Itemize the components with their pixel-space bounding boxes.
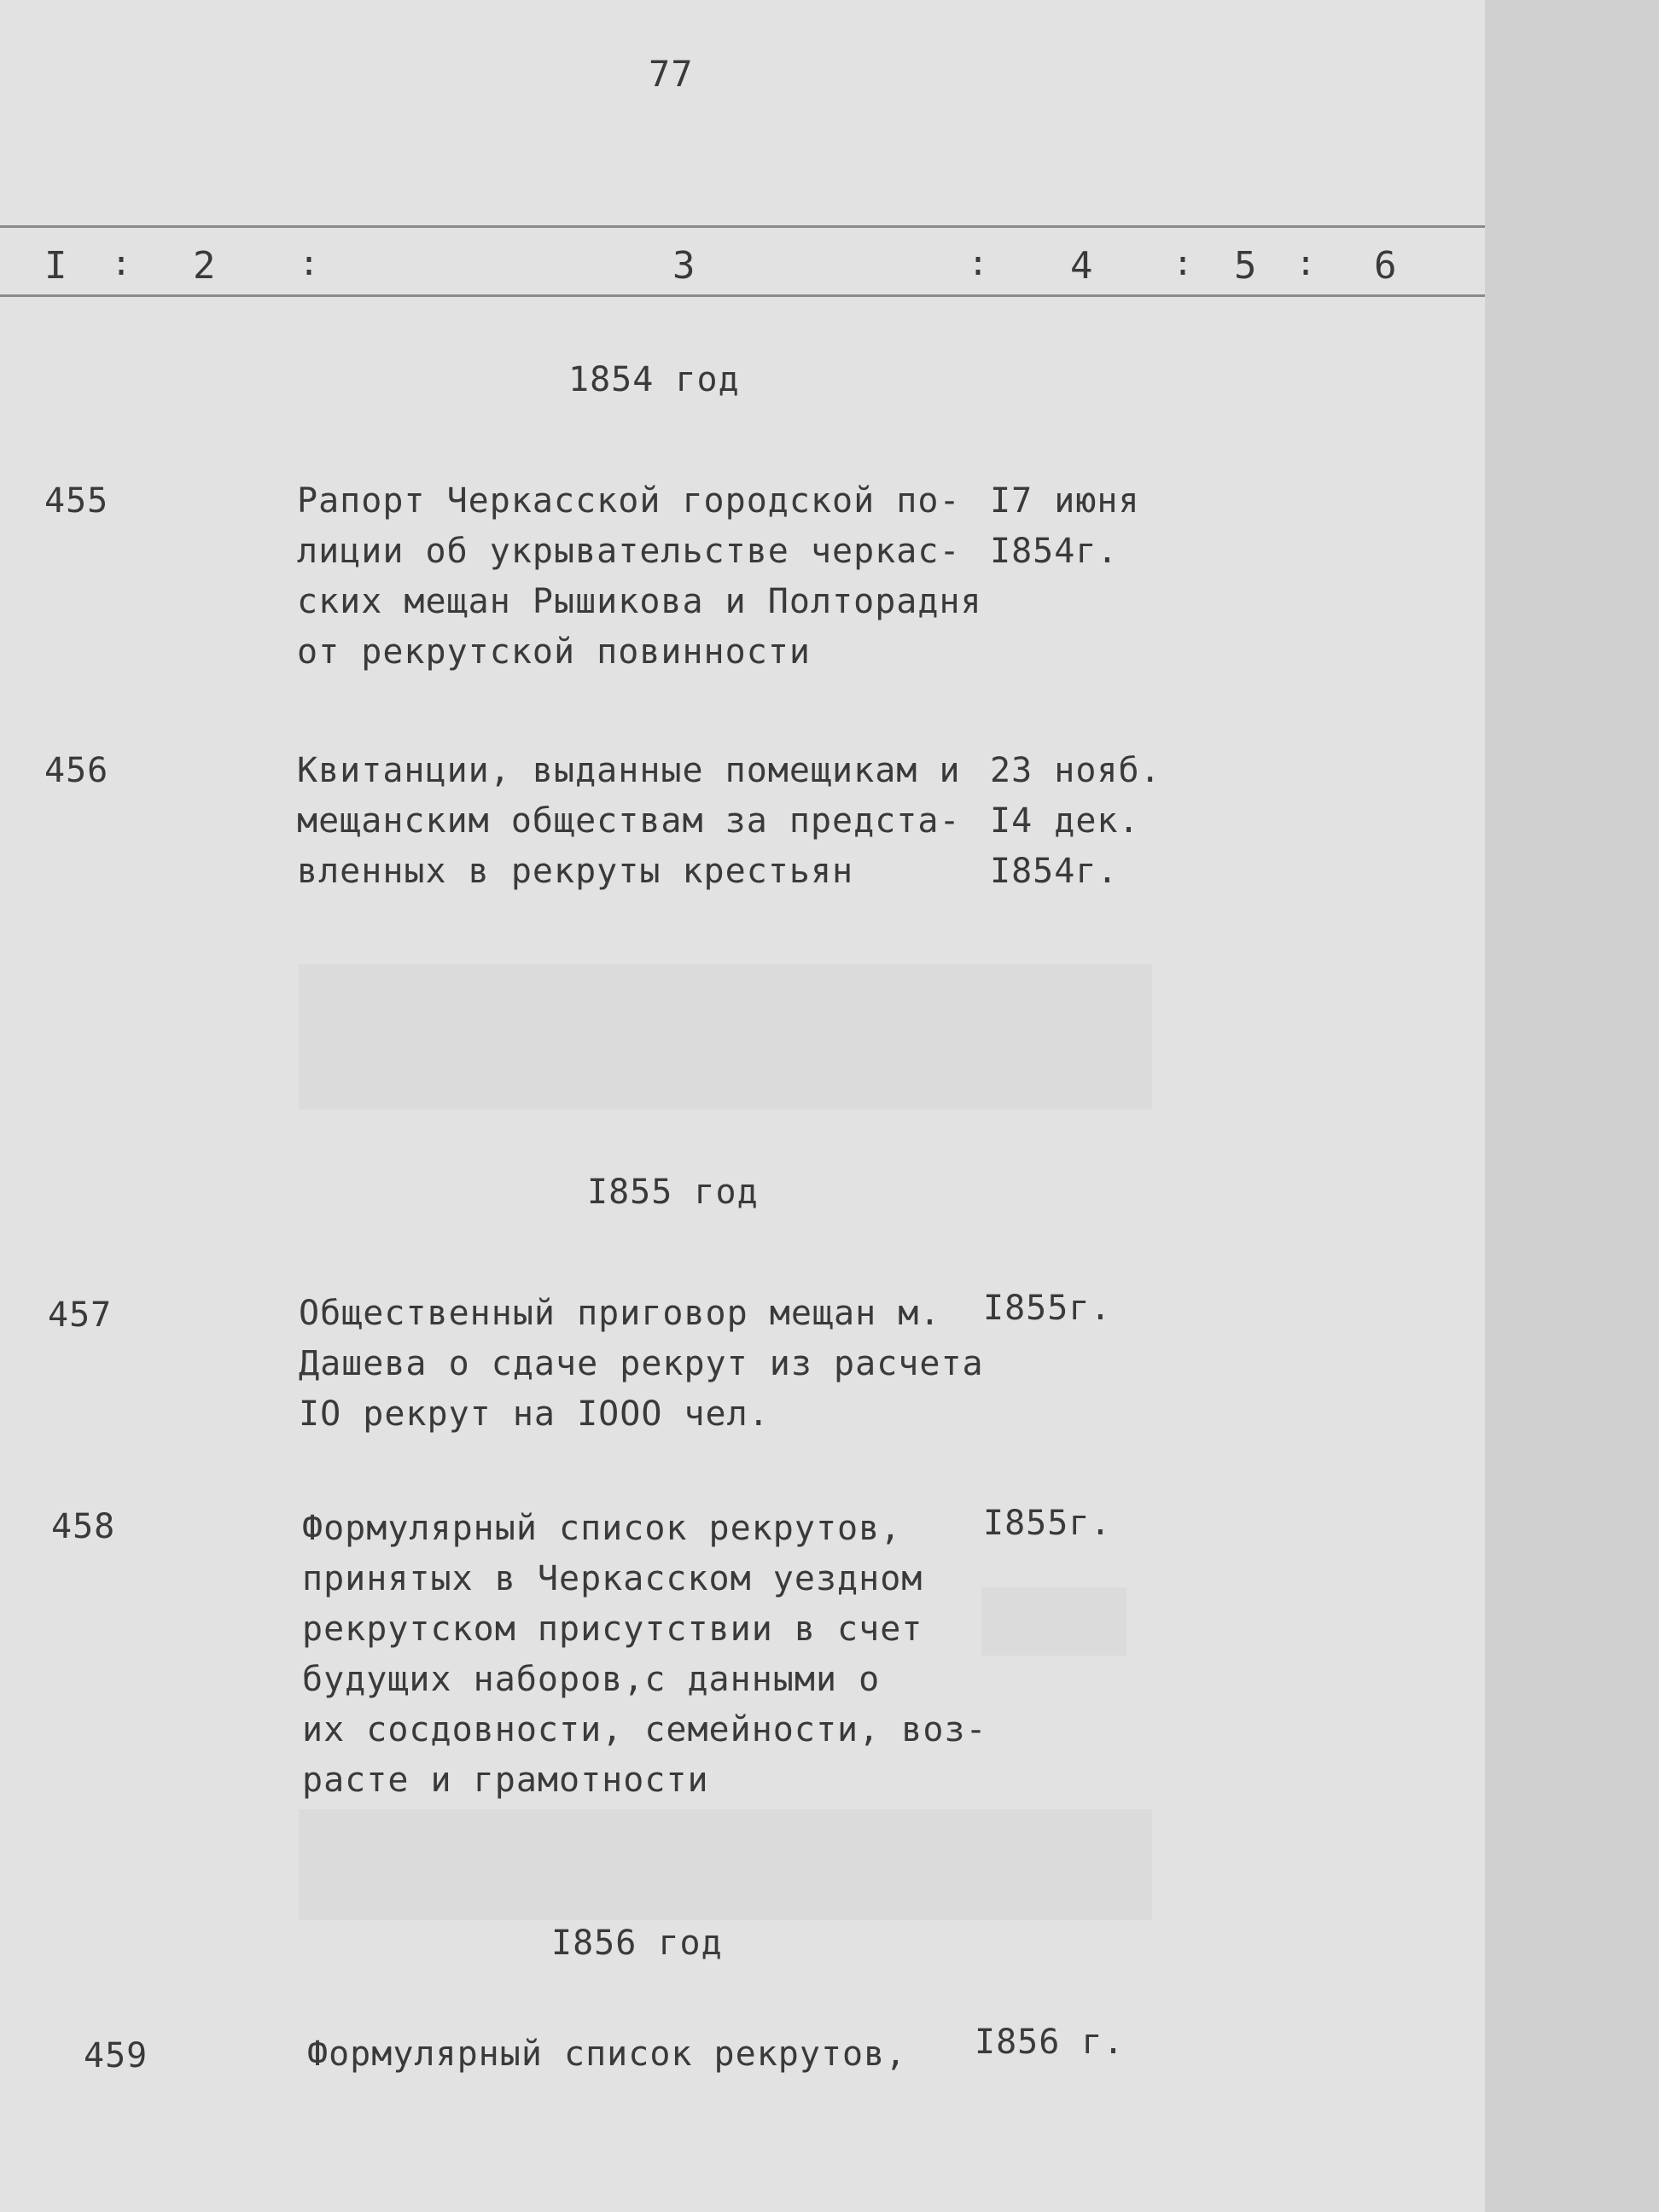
description-line: Формулярный список рекрутов, <box>302 1509 902 1548</box>
description-line: Общественный приговор мещан м. <box>299 1294 941 1333</box>
column-number-3: 3 <box>672 244 696 288</box>
entry-date <box>983 1499 1112 1549</box>
column-separator: : <box>1173 244 1195 283</box>
entry-date <box>975 2017 1125 2068</box>
column-separator: : <box>1295 244 1318 283</box>
year-heading: I856 год <box>551 1924 723 1963</box>
date-line: I4 дек. <box>990 801 1140 841</box>
bleed-through-mark <box>981 1587 1126 1656</box>
column-number-2: 2 <box>193 244 217 288</box>
column-separator: : <box>299 244 321 283</box>
entry-number: 456 <box>44 751 109 790</box>
column-separator: : <box>968 244 990 283</box>
description-line: мещанским обществам за предста- <box>297 801 961 841</box>
date-line: I856 г. <box>975 2023 1125 2062</box>
column-number-4: 4 <box>1070 244 1094 288</box>
column-number-6: 6 <box>1374 244 1398 288</box>
year-heading: I855 год <box>587 1173 759 1212</box>
table-header-bottom-rule <box>0 294 1485 297</box>
bleed-through-mark <box>299 964 1152 1109</box>
date-line: I7 июня <box>990 481 1140 521</box>
description-line: принятых в Черкасском уездном <box>302 1559 923 1598</box>
entry-description <box>307 2029 906 2080</box>
description-line: ских мещан Рышикова и Полторадня <box>297 582 982 621</box>
entry-date <box>983 1284 1112 1334</box>
date-line: I854г. <box>990 852 1119 891</box>
entry-description <box>299 1289 984 1440</box>
date-line: I855г. <box>983 1504 1112 1543</box>
description-line: расте и грамотности <box>302 1761 709 1800</box>
description-line: лиции об укрывательстве черкас- <box>297 532 961 571</box>
entry-number: 459 <box>84 2036 148 2075</box>
entry-description <box>302 1504 987 1806</box>
table-header-top-rule <box>0 225 1485 228</box>
page-number: 77 <box>649 53 694 95</box>
description-line: Рапорт Черкасской городской по- <box>297 481 961 521</box>
description-line: их сосдовности, семейности, воз- <box>302 1710 987 1749</box>
description-line: Формулярный список рекрутов, <box>307 2034 907 2074</box>
bleed-through-mark <box>299 1809 1152 1920</box>
entry-description <box>297 746 961 897</box>
description-line: Квитанции, выданные помещикам и <box>297 751 961 790</box>
scan-background-edge <box>1485 0 1659 2212</box>
column-number-5: 5 <box>1234 244 1258 288</box>
description-line: Дашева о сдаче рекрут из расчета <box>299 1344 984 1383</box>
date-line: 23 нояб. <box>990 751 1161 790</box>
description-line: будущих наборов,с данными о <box>302 1660 881 1699</box>
description-line: от рекрутской повинности <box>297 632 811 672</box>
date-line: I854г. <box>990 532 1119 571</box>
entry-number: 457 <box>48 1295 113 1335</box>
entry-date <box>990 746 1161 897</box>
description-line: рекрутском присутствии в счет <box>302 1610 923 1649</box>
year-heading: 1854 год <box>568 360 740 399</box>
entry-description <box>297 476 982 678</box>
date-line: I855г. <box>983 1289 1112 1328</box>
description-line: IO рекрут на IOOO чел. <box>299 1394 770 1434</box>
entry-number: 458 <box>51 1507 116 1546</box>
column-separator: : <box>111 244 133 283</box>
description-line: вленных в рекруты крестьян <box>297 852 854 891</box>
entry-number: 455 <box>44 481 109 521</box>
column-number-1: I <box>44 244 68 288</box>
entry-date <box>990 476 1140 577</box>
